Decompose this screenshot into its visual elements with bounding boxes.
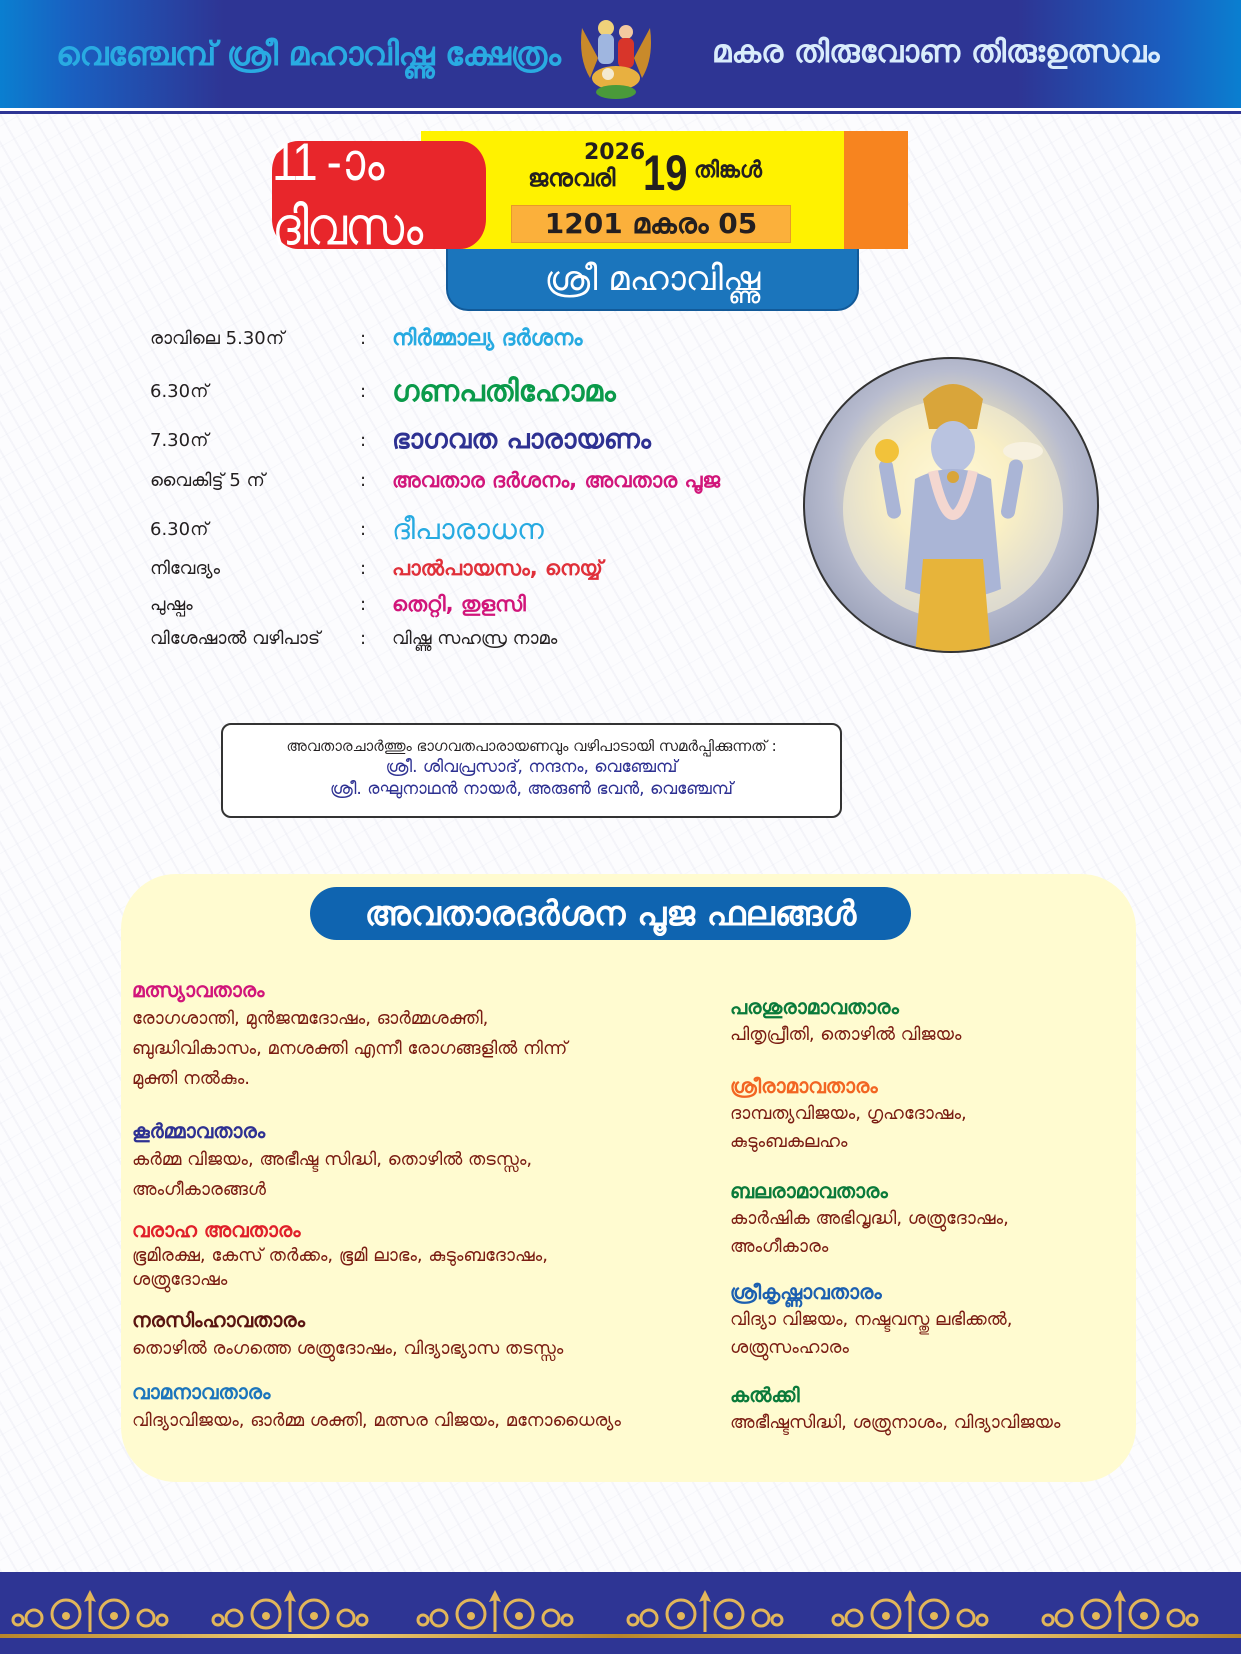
schedule-separator: : xyxy=(360,328,367,349)
avatar-benefit-text: ഭൂമിരക്ഷ, കേസ് തർക്കം, ഭൂമി ലാഭം, കുടുംബദോഷം, xyxy=(132,1245,548,1266)
schedule-row xyxy=(150,424,770,456)
avatar-benefit-text: കുടുംബകലഹം xyxy=(730,1131,848,1152)
gold-scroll-ornament-icon xyxy=(415,1588,575,1636)
vishnu-figure-icon xyxy=(805,359,1099,653)
avatar-benefit xyxy=(730,1072,967,1156)
avatar-name: കൽക്കി xyxy=(730,1383,800,1407)
festival-name: മകര തിരുവോണ തിരുഃഉത്സവം xyxy=(712,34,1160,70)
schedule-row xyxy=(150,374,770,409)
month: ജനുവരി xyxy=(528,164,616,192)
avatar-benefit-text: ശത്രുസംഹാരം xyxy=(730,1337,849,1358)
date-accent-tab xyxy=(844,131,908,249)
avatar-benefit xyxy=(730,993,961,1049)
schedule-ritual: നിർമ്മാല്യ ദർശനം xyxy=(392,326,583,351)
gold-scroll-ornament-icon xyxy=(1040,1588,1200,1636)
avatar-name: നരസിംഹാവതാരം xyxy=(132,1308,305,1332)
avatar-benefit-text: അഭീഷ്ടസിദ്ധി, ശത്രുനാശം, വിദ്യാവിജയം xyxy=(730,1412,1061,1433)
avatar-benefit-text: പിതൃപ്രീതി, തൊഴിൽ വിജയം xyxy=(730,1024,962,1045)
schedule-separator: : xyxy=(360,429,367,451)
header-divider xyxy=(0,108,1241,114)
avatar-benefit xyxy=(132,1378,621,1436)
avatar-benefit-text: വിദ്യാവിജയം, ഓർമ്മ ശക്തി, മത്സര വിജയം, മനോധൈര്യം xyxy=(132,1410,621,1431)
avatar-name: വാമനാവതാരം xyxy=(132,1380,271,1404)
deity-title-banner: ശ്രീ മഹാവിഷ്ണു xyxy=(446,249,859,311)
avatar-name: വരാഹ അവതാരം xyxy=(132,1218,301,1242)
schedule-time: നിവേദ്യം xyxy=(150,558,221,579)
avatar-benefit xyxy=(730,1278,1012,1362)
avatar-benefit xyxy=(132,1306,563,1364)
sponsor-name: ശ്രീ. ശിവപ്രസാദ്, നന്ദനം, വെഞ്ചേമ്പ് xyxy=(385,757,678,777)
avatar-benefit-text: വിദ്യാ വിജയം, നഷ്ടവസ്തു ലഭിക്കൽ, xyxy=(730,1309,1013,1330)
vishnu-lakshmi-garuda-emblem-icon xyxy=(576,8,656,104)
schedule-separator: : xyxy=(360,628,367,649)
schedule-separator: : xyxy=(360,381,367,402)
schedule-time: വിശേഷാൽ വഴിപാട് xyxy=(150,628,321,649)
schedule-ritual: ദീപാരാധന xyxy=(392,512,544,546)
schedule-separator: : xyxy=(360,594,367,615)
avatar-benefits-title: അവതാരദർശന പൂജ ഫലങ്ങൾ xyxy=(310,887,911,940)
avatar-benefit xyxy=(730,1177,1009,1261)
schedule-row xyxy=(150,556,770,581)
avatar-name: കൂർമ്മാവതാരം xyxy=(132,1119,266,1143)
avatar-name: മത്സ്യാവതാരം xyxy=(132,978,265,1002)
avatar-benefit-text: തൊഴിൽ രംഗത്തെ ശത്രുദോഷം, വിദ്യാഭ്യാസ തടസ്സം xyxy=(132,1338,564,1359)
schedule-separator: : xyxy=(360,558,367,579)
avatar-benefit-text: കർമ്മ വിജയം, അഭീഷ്ട സിദ്ധി, തൊഴിൽ തടസ്സം, xyxy=(132,1149,533,1170)
avatar-benefit xyxy=(132,1117,532,1205)
avatar-benefit-text: ശത്രുദോഷം xyxy=(132,1269,228,1290)
avatar-benefit-text: മുക്തി നൽകും. xyxy=(132,1068,250,1089)
year: 2026 xyxy=(584,140,646,165)
schedule-row xyxy=(150,512,770,547)
malayalam-era-date: 1201 മകരം 05 xyxy=(511,205,791,243)
temple-name: വെഞ്ചേമ്പ് ശ്രീ മഹാവിഷ്ണു ക്ഷേത്രം xyxy=(56,34,561,73)
schedule-ritual: അവതാര ദർശനം, അവതാര പൂജ xyxy=(392,468,721,492)
schedule-ritual: പാൽപായസം, നെയ്യ് xyxy=(392,556,603,580)
schedule-time: 6.30ന് xyxy=(150,381,209,402)
weekday: തിങ്കൾ xyxy=(694,158,762,183)
avatar-name: ശ്രീരാമാവതാരം xyxy=(730,1074,878,1098)
offering-intro: അവതാരചാർത്തും ഭാഗവതപാരായണവും വഴിപാടായി സമർപ്പിക്കുന്നത് : xyxy=(286,737,777,755)
gold-scroll-ornament-icon xyxy=(830,1588,990,1636)
schedule-time: 7.30ന് xyxy=(150,429,209,451)
vishnu-portrait xyxy=(803,357,1099,653)
avatar-benefit-text: ദാമ്പത്യവിജയം, ഗൃഹദോഷം, xyxy=(730,1103,967,1124)
avatar-benefit-text: അംഗീകാരങ്ങൾ xyxy=(132,1179,266,1200)
header-banner xyxy=(0,0,1241,108)
avatar-benefit xyxy=(730,1381,1060,1437)
schedule-time: വൈകിട്ട് 5 ന് xyxy=(150,470,265,491)
avatar-benefit-text: അംഗീകാരം xyxy=(730,1236,829,1257)
schedule-ritual: ഗണപതിഹോമം xyxy=(392,374,616,409)
schedule-ritual: ഭാഗവത പാരായണം xyxy=(392,424,651,455)
gold-scroll-ornament-icon xyxy=(210,1588,370,1636)
offering-sponsors-box xyxy=(221,723,842,818)
schedule-row xyxy=(150,468,770,493)
schedule-row xyxy=(150,628,770,649)
schedule-separator: : xyxy=(360,519,367,540)
avatar-benefit xyxy=(132,1216,548,1292)
gold-scroll-ornament-icon xyxy=(625,1588,785,1636)
day-number: 19 xyxy=(643,145,688,201)
avatar-benefit-text: രോഗശാന്തി, മുൻജന്മദോഷം, ഓർമ്മശക്തി, xyxy=(132,1008,489,1029)
schedule-time: പുഷ്പം xyxy=(150,594,193,615)
avatar-benefit xyxy=(132,976,567,1094)
schedule-ritual: തെറ്റി, തുളസി xyxy=(392,592,526,616)
schedule-time: 6.30ന് xyxy=(150,519,209,540)
schedule-row xyxy=(150,592,770,617)
schedule-separator: : xyxy=(360,470,367,491)
avatar-name: ശ്രീകൃഷ്ണാവതാരം xyxy=(730,1280,882,1304)
avatar-name: പരശുരാമാവതാരം xyxy=(730,995,899,1019)
schedule-ritual: വിഷ്ണു സഹസ്ര നാമം xyxy=(392,628,558,649)
gold-scroll-ornament-icon xyxy=(10,1588,170,1636)
avatar-benefit-text: കാർഷിക അഭിവൃദ്ധി, ശത്രുദോഷം, xyxy=(730,1208,1009,1229)
schedule-row xyxy=(150,326,770,351)
avatar-benefit-text: ബുദ്ധിവികാസം, മനശക്തി എന്നീ രോഗങ്ങളിൽ നിന്ന് xyxy=(132,1038,568,1059)
schedule-time: രാവിലെ 5.30ന് xyxy=(150,328,285,349)
avatar-name: ബലരാമാവതാരം xyxy=(730,1179,888,1203)
sponsor-name: ശ്രീ. രഘുനാഥൻ നായർ, അരുൺ ഭവൻ, വെഞ്ചേമ്പ് xyxy=(329,779,734,799)
day-count-badge: 11 -ാം ദിവസം xyxy=(272,141,486,249)
